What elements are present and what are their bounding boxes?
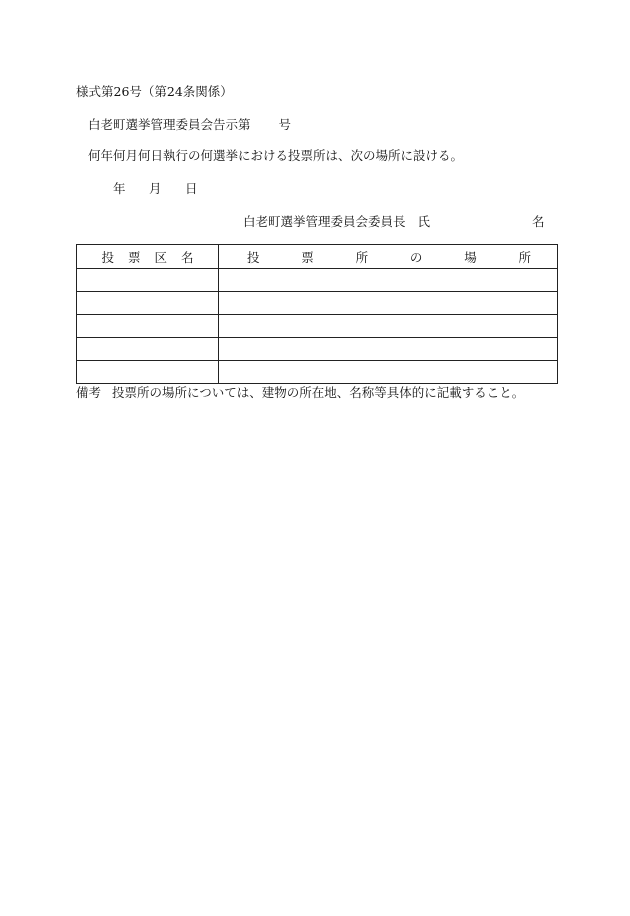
header-area-char: 票	[127, 249, 141, 265]
area-cell	[77, 315, 219, 338]
notice-prefix: 白老町選挙管理委員会告示第	[88, 117, 251, 132]
date-year: 年	[113, 181, 126, 196]
remarks	[76, 385, 524, 401]
date-day: 日	[185, 181, 198, 196]
date-month: 月	[149, 181, 162, 196]
remarks-text: 投票所の場所については、建物の所在地、名称等具体的に記載すること。	[112, 385, 525, 400]
area-cell	[77, 292, 219, 315]
date-line	[113, 181, 198, 197]
header-place-char: の	[409, 249, 423, 265]
signer	[243, 214, 545, 230]
notice-number	[88, 117, 291, 133]
polling-station-table	[76, 244, 558, 384]
header-polling-area	[77, 245, 219, 269]
remarks-label: 備考	[76, 385, 102, 400]
table-row	[77, 315, 558, 338]
signer-mei: 名	[532, 214, 545, 229]
place-cell	[219, 292, 558, 315]
area-cell	[77, 338, 219, 361]
body-text: 何年何月何日執行の何選挙における投票所は、次の場所に設ける。	[88, 148, 464, 163]
table-row	[77, 269, 558, 292]
area-cell	[77, 361, 219, 384]
header-place-char: 所	[518, 249, 531, 265]
table-row	[77, 292, 558, 315]
table-header-row	[77, 245, 558, 269]
table-row	[77, 338, 558, 361]
header-place-char: 票	[301, 249, 314, 265]
header-place-char: 投	[247, 249, 260, 265]
area-cell	[77, 269, 219, 292]
table-row	[77, 361, 558, 384]
place-cell	[219, 361, 558, 384]
place-cell	[219, 315, 558, 338]
header-polling-place	[219, 245, 558, 269]
header-area-char: 名	[181, 249, 194, 265]
place-cell	[219, 269, 558, 292]
header-place-char: 場	[464, 249, 477, 265]
signer-title: 白老町選挙管理委員会委員長	[243, 214, 406, 229]
signer-shi: 氏	[417, 214, 431, 229]
header-place-char: 所	[355, 249, 369, 265]
notice-suffix: 号	[278, 117, 292, 132]
form-number: 様式第26号（第24条関係）	[76, 84, 233, 99]
header-area-char: 投	[101, 249, 114, 265]
place-cell	[219, 338, 558, 361]
header-area-char: 区	[154, 249, 168, 265]
